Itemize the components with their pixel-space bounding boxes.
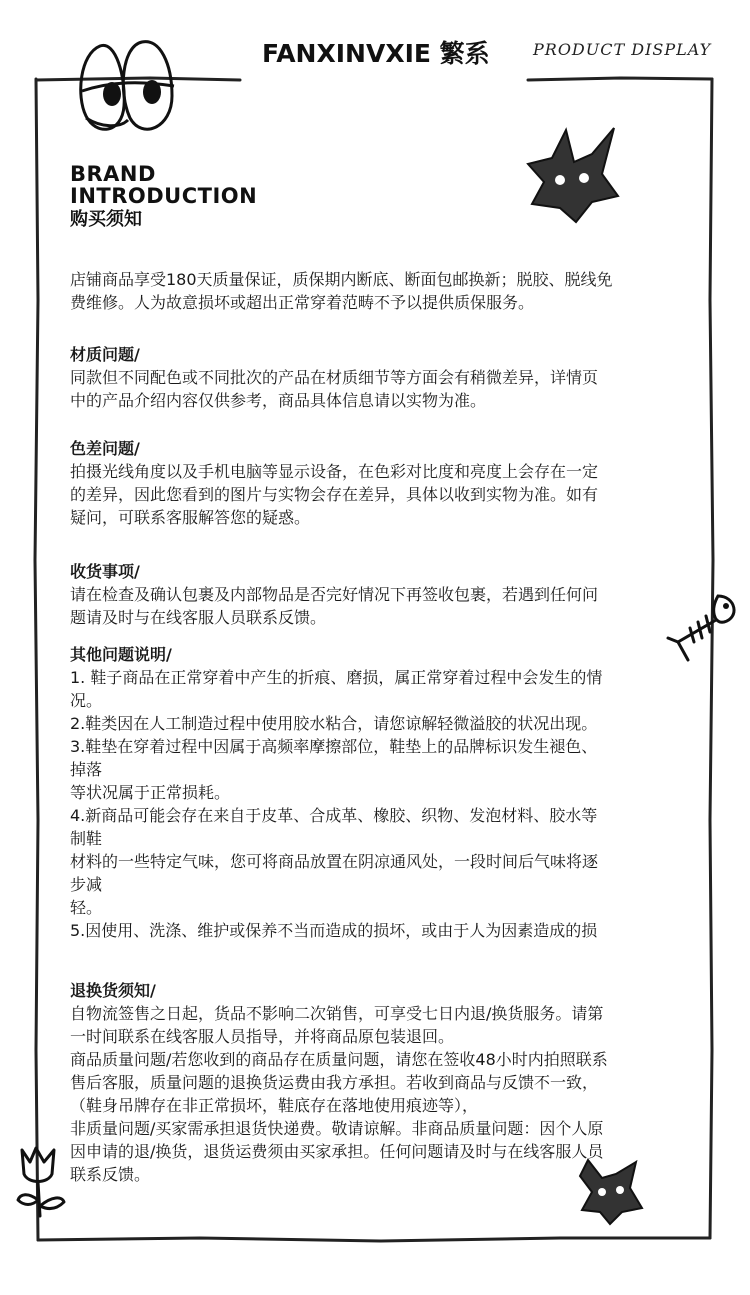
section-other bbox=[70, 643, 686, 942]
intro-heading-line1: BRAND bbox=[70, 162, 156, 186]
section-text: 请在检查及确认包裹及内部物品是否完好情况下再签收包裹，若遇到任何问 题请及时与在线客服人员联系反馈。 bbox=[70, 585, 599, 627]
section-returns bbox=[70, 979, 686, 1186]
intro-paragraph-text: 店铺商品享受180天质量保证，质保期内断底、断面包邮换新；脱胶、脱线免 费维修。人为故意损坏或超出正常穿着范畴不予以提供质保服务。 bbox=[70, 270, 613, 312]
brand-title: FANXINVXIE 繁系 bbox=[262, 39, 490, 68]
cat-head-icon bbox=[522, 124, 622, 229]
section-title: 色差问题/ bbox=[70, 439, 140, 458]
section-title: 收货事项/ bbox=[70, 562, 140, 581]
section-receiving bbox=[70, 560, 686, 629]
notice-content bbox=[70, 268, 686, 1186]
section-text: 拍摄光线角度以及手机电脑等显示设备，在色彩对比度和亮度上会存在一定 的差异，因此您看到的图片与实物会存在差异，具体以收到实物为准。如有 疑问，可联系客服解答您的疑惑。 bbox=[70, 462, 599, 527]
section-text: 同款但不同配色或不同批次的产品在材质细节等方面会有稍微差异，详情页 中的产品介绍内容仅供参考，商品具体信息请以实物为准。 bbox=[70, 368, 599, 410]
intro-paragraph bbox=[70, 268, 686, 314]
intro-heading-line3: 购买须知 bbox=[70, 209, 142, 230]
tulip-icon bbox=[12, 1140, 72, 1220]
section-title: 退换货须知/ bbox=[70, 981, 156, 1000]
section-text: 自物流签售之日起，货品不影响二次销售，可享受七日内退/换货服务。请第 一时间联系在线客服人员指导，并将商品原包装退回。 商品质量问题/若您收到的商品存在质量问题，请您在签收48小时内拍照联系 售后客服，质量问题的退换货运费由我方承担。若收到商品与反馈不一致， （鞋身吊牌存在非正常损坏，鞋底存在落地使用痕迹等）， 非质量问题/买家需承担退货快递费。敬请谅解。非商品质量问题：因个人原 因申请的退/换货，退货运费须由买家承担。任何问题请及时与在线客服人员 联系反馈。 bbox=[70, 1004, 608, 1184]
section-color bbox=[70, 437, 686, 529]
section-material bbox=[70, 343, 686, 412]
section-title: 其他问题说明/ bbox=[70, 645, 172, 664]
section-title: 材质问题/ bbox=[70, 345, 140, 364]
section-text: 1. 鞋子商品在正常穿着中产生的折痕、磨损，属正常穿着过程中会发生的情 况。 2.鞋类因在人工制造过程中使用胶水粘合，请您谅解轻微溢胶的状况出现。 3.鞋垫在穿着过程中因属于高频率摩擦部位，鞋垫上的品牌标识发生褪色、 掉落 等状况属于正常损耗。 4.新商品可能会存在来自于皮革、合成革、橡胶、织物、发泡材料、胶水等 制鞋 材料的一些特定气味，您可将商品放置在阴凉通风处，一段时间后气味将逐 步减 轻。 5.因使用、洗涤、维护或保养不当而造成的损坏，或由于人为因素造成的损 bbox=[70, 668, 603, 940]
intro-heading bbox=[70, 163, 257, 231]
eye-doodle-icon bbox=[72, 36, 182, 146]
product-display-label: PRODUCT DISPLAY bbox=[533, 40, 712, 59]
intro-heading-line2: INTRODUCTION bbox=[70, 184, 258, 208]
